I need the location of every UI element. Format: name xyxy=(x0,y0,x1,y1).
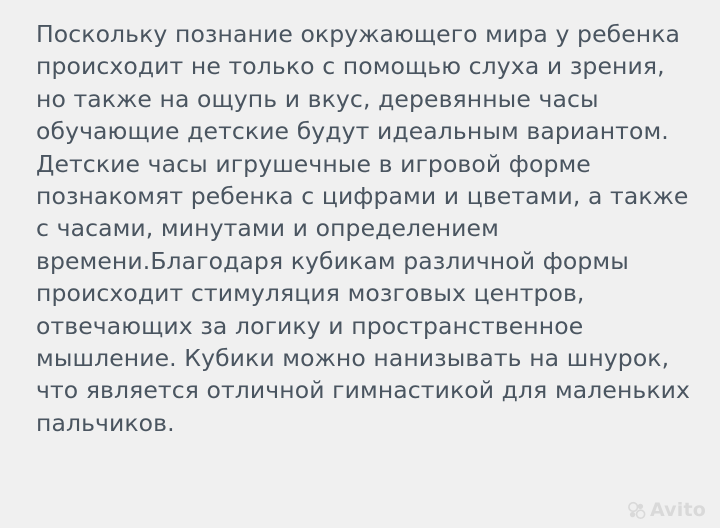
watermark-label: Avito xyxy=(649,499,706,521)
watermark xyxy=(627,501,706,520)
document-body-text: Поскольку познание окружающего мира у ребенка происходит не только с помощью слуха и зрения, но также на ощупь и вкус, деревянные часы обучающие детские будут идеальным вариантом. Детские часы игрушечные в игровой форме познакомят ребенка с цифрами и цветами, а также с часами, минутами и определением времени.Благодаря кубикам различной формы происходит стимуляция мозговых центров, отвечающих за логику и пространственное мышление. Кубики можно нанизывать на шнурок, что является отличной гимнастикой для маленьких пальчиков. xyxy=(36,20,698,437)
avito-logo-icon xyxy=(627,501,646,520)
